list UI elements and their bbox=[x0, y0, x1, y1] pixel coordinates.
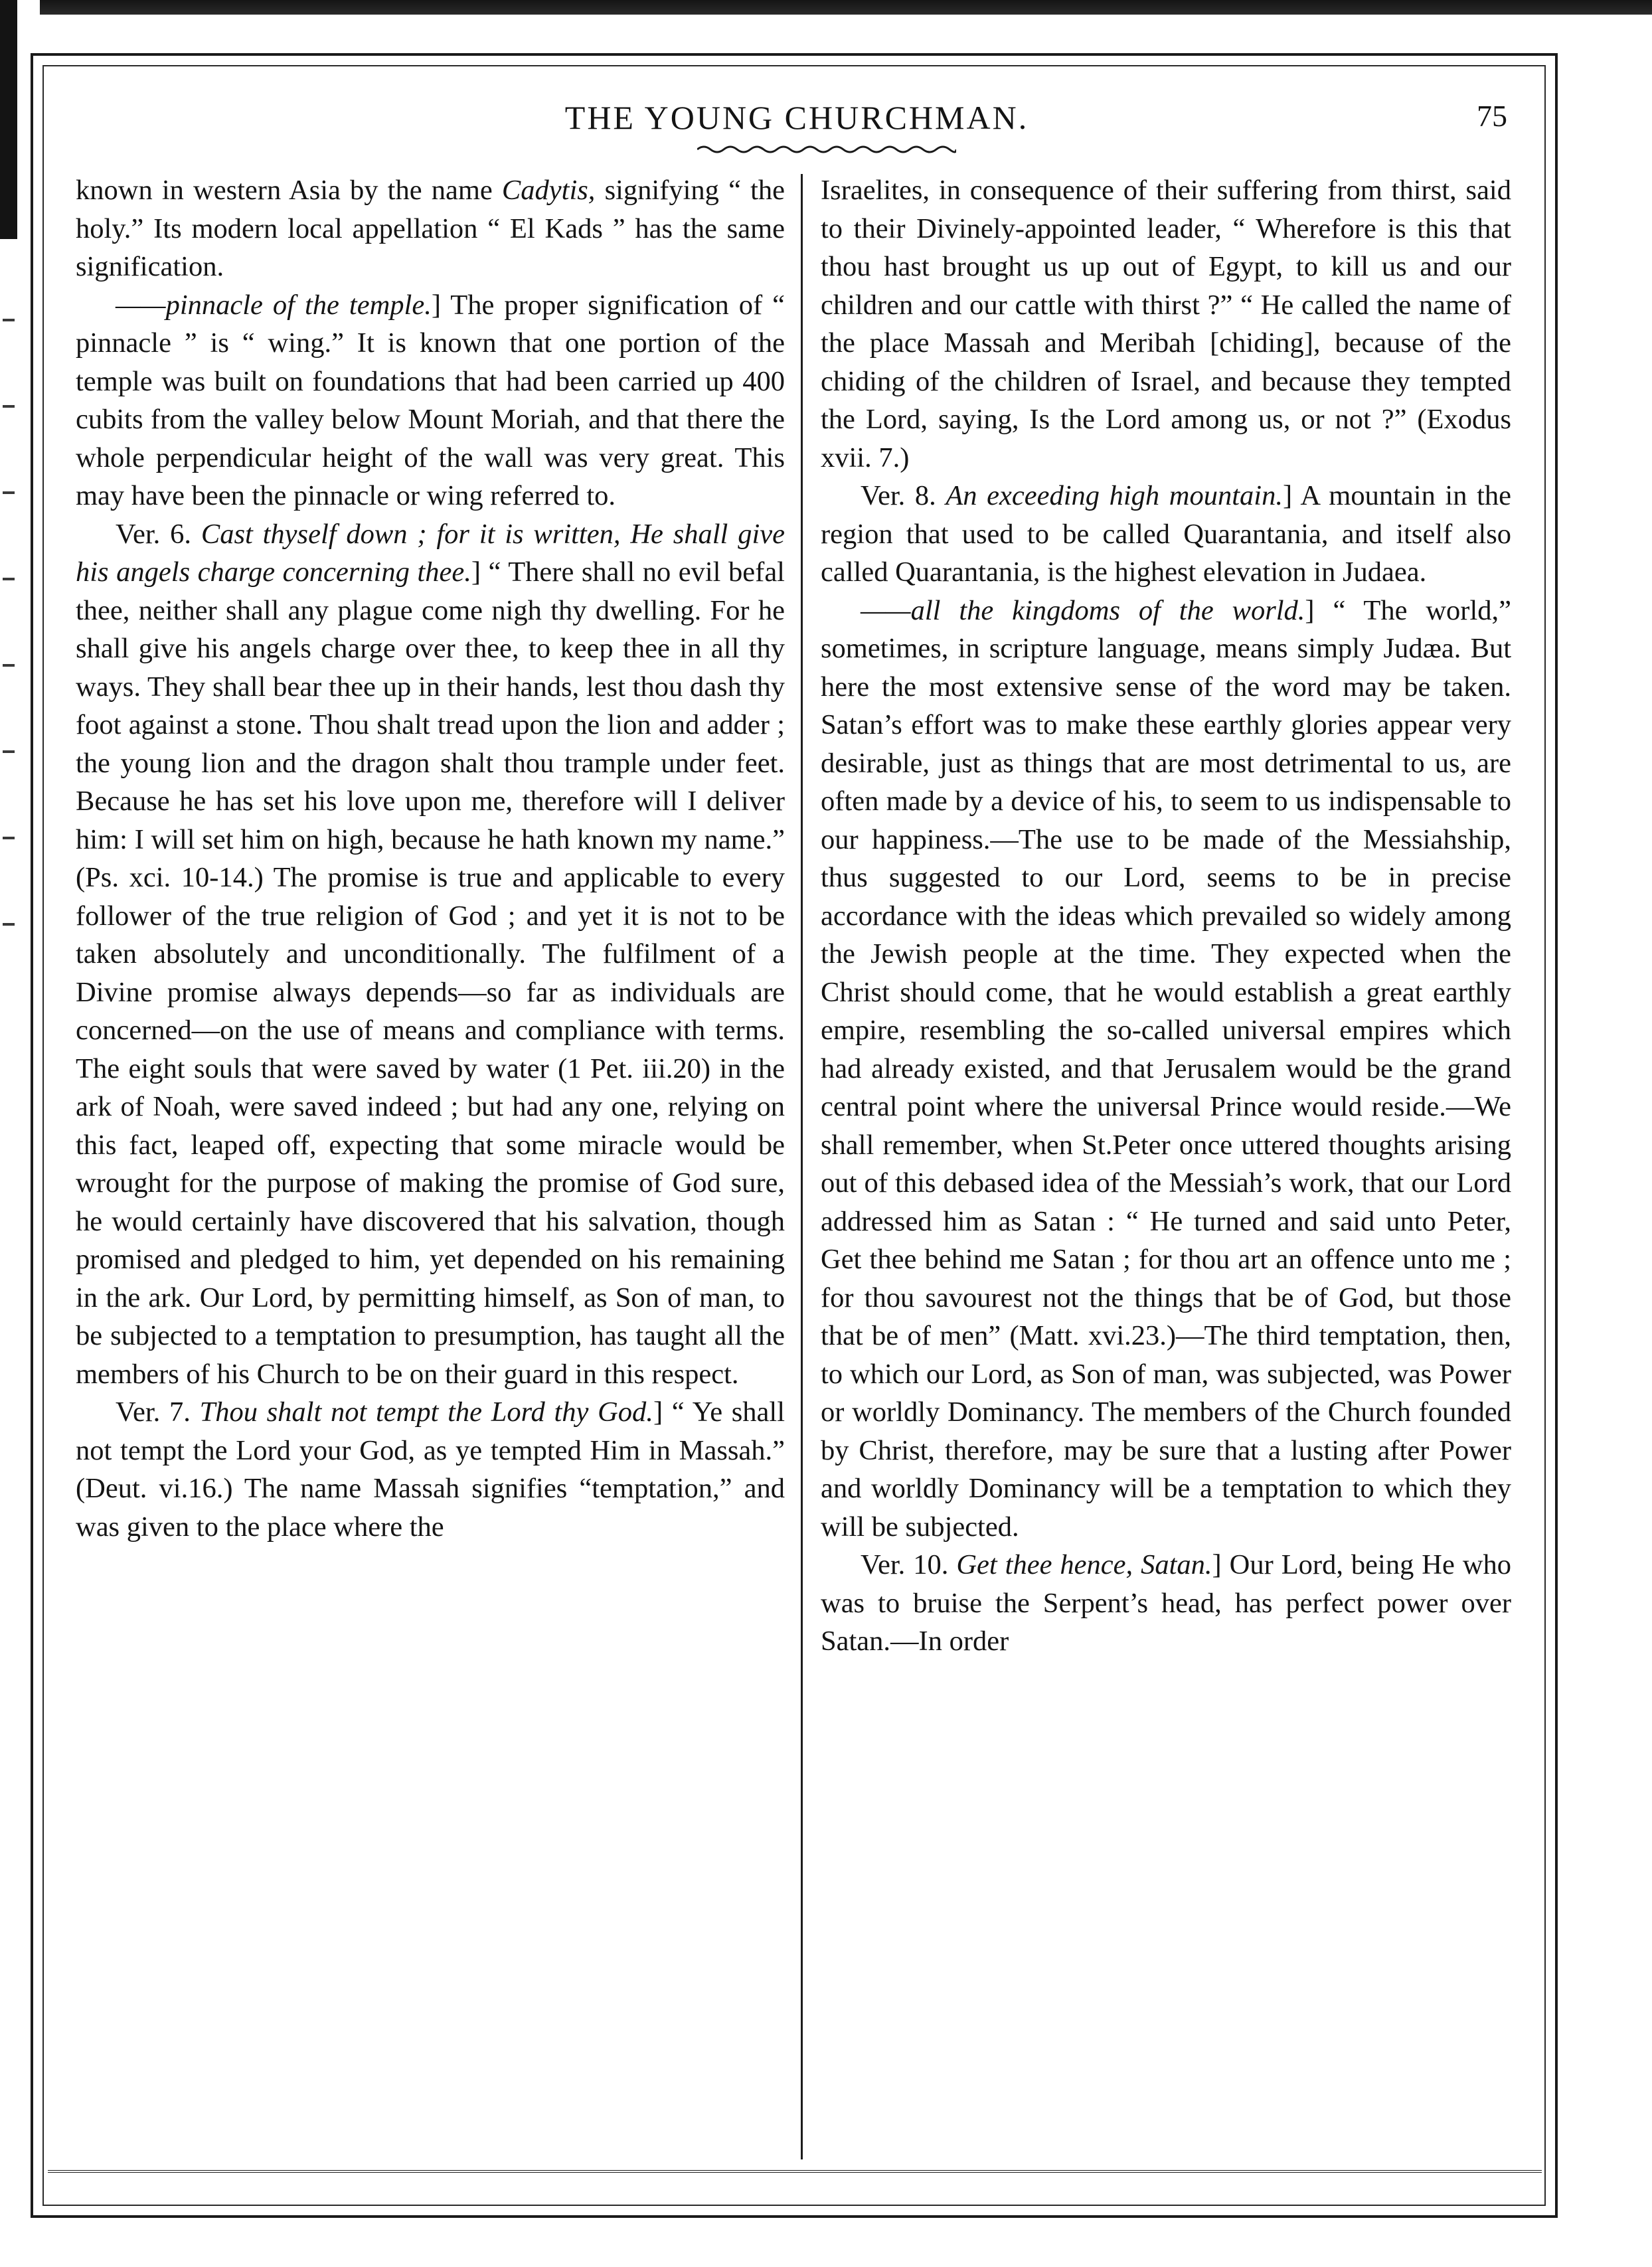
page-number: 75 bbox=[1477, 99, 1507, 133]
scan-edge-top bbox=[40, 0, 1652, 15]
verse-reference: ——all the kingdoms of the world. bbox=[861, 594, 1305, 626]
bottom-border-rule bbox=[48, 2170, 1542, 2173]
scan-edge-left bbox=[0, 0, 17, 239]
text: ] The proper signification of “ pinnacle ” is “ wing.” It is known that one portion of the temple was built on foundations that had been carried up 400 cubits from the valley below Mount Moriah, and that there the whole perpendicular height of the wall was very great. This may have been the pinnacle or wing referred to. bbox=[76, 289, 785, 511]
paragraph bbox=[76, 1393, 785, 1546]
paragraph bbox=[76, 515, 785, 1394]
text: known in western Asia by the name bbox=[76, 175, 493, 206]
left-column bbox=[76, 171, 785, 1546]
paragraph bbox=[76, 171, 785, 286]
verse-label: Ver. 10. bbox=[861, 1549, 949, 1580]
column-divider bbox=[801, 174, 803, 2159]
running-header bbox=[66, 88, 1527, 147]
wavy-rule-ornament bbox=[697, 143, 956, 155]
verse-reference: ——pinnacle of the temple. bbox=[116, 289, 432, 321]
verse-label: Ver. 7. bbox=[116, 1396, 191, 1428]
page-title: THE YOUNG CHURCHMAN. bbox=[564, 99, 1029, 136]
text: Israelites, in consequence of their suffering from thirst, said to their Divinely-appointed leader, “ Wherefore is this that thou hast brought us up out of Egypt, to kill us and our children and our cattle with thirst ?” “ He called the name of the place Massah and Meribah [chiding], because of the chiding of the children of Israel, and because they tempted the Lord, saying, Is the Lord among us, or not ?” (Exodus xvii. 7.) bbox=[821, 175, 1511, 473]
verse-reference: Cast thyself down ; for it is written, He shall give his angels charge concerning thee. bbox=[76, 518, 785, 588]
verse-reference: Get thee hence, Satan. bbox=[956, 1549, 1212, 1580]
verse-reference: Thou shalt not tempt the Lord thy God. bbox=[199, 1396, 653, 1428]
text: ] “ Ye shall not tempt the Lord your God, as ye tempted Him in Massah.” (Deut. vi.16.) The name Massah signifies “temptation,” and was given to the place where the bbox=[76, 1396, 785, 1543]
paragraph bbox=[821, 592, 1511, 1547]
text: signifying “ the holy.” Its modern local appellation “ El Kads ” has the same signification. bbox=[76, 175, 785, 282]
text: ] Our Lord, being He who was to bruise the Serpent’s head, has perfect power over Satan.—In order bbox=[821, 1549, 1512, 1657]
text: ] “ The world,” sometimes, in scripture language, means simply Judæa. But here the most extensive sense of the word may be taken. Satan’s effort was to make these earthly glories appear very desirable, just as things that are most detrimental to us, are often made by a device of his, to seem to us indispensable to our happiness.—The use to be made of the Messiahship, thus suggested to our Lord, seems to be in precise accordance with the ideas which prevailed so widely among the Jewish people at the time. They expected when the Christ should come, that he would establish a great earthly empire, resembling the so-called universal empires which had already existed, and that Jerusalem would be the grand central point where the universal Prince would reside.—We shall remember, when St.Peter once uttered thoughts arising out of this debased idea of the Messiah’s work, that our Lord addressed him as Satan : “ He turned and said unto Peter, Get thee behind me Satan ; for thou art an offence unto me ; for thou savourest not the things that be of God, but those that be of men” (Matt. xvi.23.)—The third temptation, then, to which our Lord, as Son of man, was subjected, was Power or worldly Dominancy. The members of the Church founded by Christ, therefore, may be sure that a lusting after Power and worldly Dominancy will be a temptation to which they will be subjected. bbox=[821, 594, 1511, 1543]
right-column bbox=[821, 171, 1511, 1661]
paragraph bbox=[76, 286, 785, 515]
paragraph bbox=[821, 1546, 1511, 1661]
text: ] A mountain in the region that used to be called Quarantania, and itself also called Quarantania, is the highest elevation in Judaea. bbox=[821, 480, 1511, 588]
verse-label: Ver. 6. bbox=[116, 518, 191, 550]
text: ] “ There shall no evil befal thee, neither shall any plague come nigh thy dwelling. For he shall give his angels charge over thee, to keep thee in all thy ways. They shall bear thee up in their hands, lest thou dash thy foot against a stone. Thou shalt tread upon the lion and adder ; the young lion and the dragon shalt thou trample under feet. Because he has set his love upon me, therefore will I deliver him: I will set him on high, because he hath known my name.” (Ps. xci. 10-14.) The promise is true and applicable to every follower of the true religion of God ; and yet it is not to be taken absolutely and unconditionally. The fulfilment of a Divine promise always depends—so far as individuals are concerned—on the use of means and compliance with terms. The eight souls that were saved by water (1 Pet. iii.20) in the ark of Noah, were saved indeed ; but had any one, relying on this fact, leaped off, expecting that some miracle would be wrought for the purpose of making the promise of God sure, he would certainly have discovered that his salvation, though promised and pledged to him, yet depended on his remaining in the ark. Our Lord, by permitting himself, as Son of man, to be subjected to a temptation to presumption, has taught all the members of his Church to be on their guard in this respect. bbox=[76, 556, 785, 1390]
verse-label: Ver. 8. bbox=[861, 480, 936, 511]
paragraph bbox=[821, 477, 1511, 592]
italic-term: Cadytis, bbox=[501, 175, 596, 206]
verse-reference: An exceeding high mountain. bbox=[946, 480, 1283, 511]
scan-specks bbox=[3, 279, 15, 943]
paragraph bbox=[821, 171, 1511, 477]
